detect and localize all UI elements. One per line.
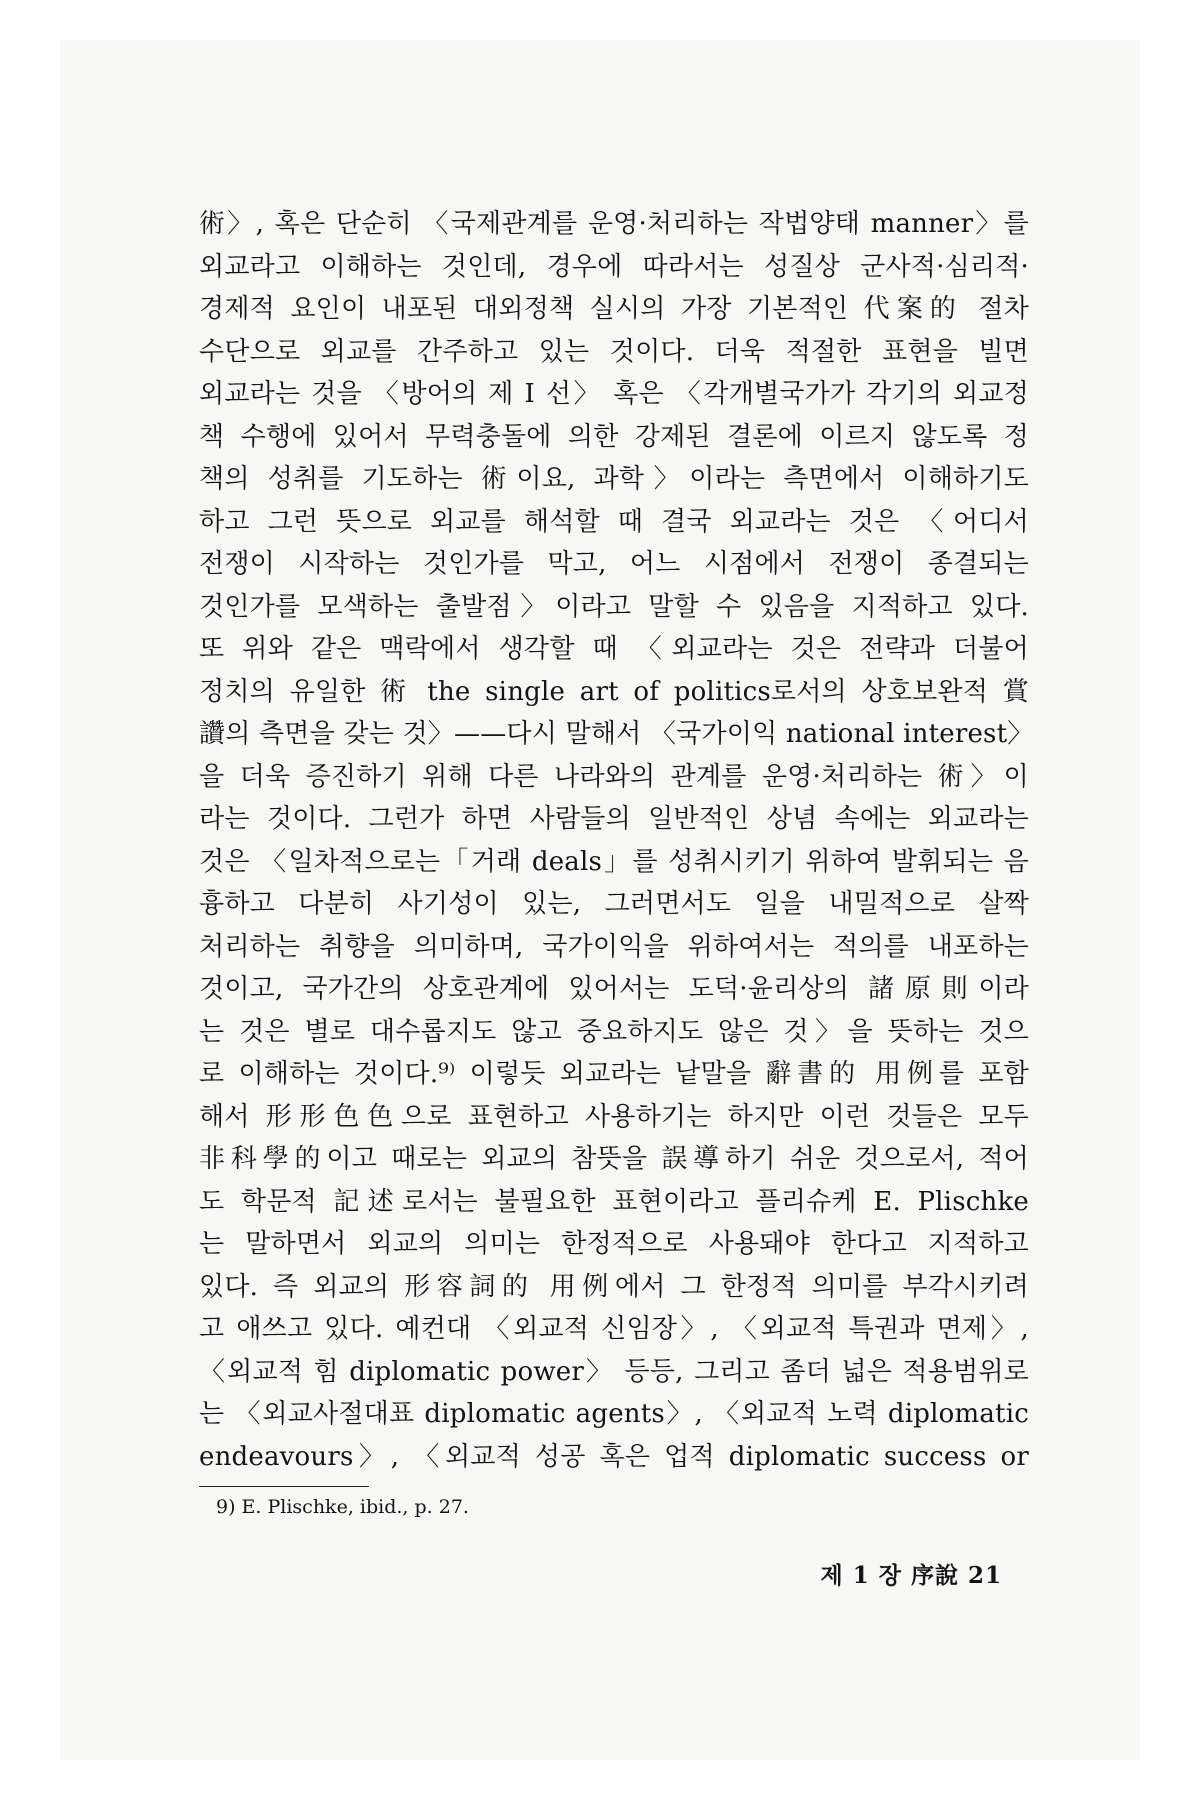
text-line: 라는 것이다. 그런가 하면 사람들의 일반적인 상념 속에는 외교라는: [199, 804, 1029, 834]
text-line: 책의 성취를 기도하는 術이요, 과학〉이라는 측면에서 이해하기도: [199, 464, 1029, 494]
text-line: 로 이해하는 것이다.⁹⁾ 이렇듯 외교라는 낱말을 辭書的 用例를 포함: [199, 1059, 1029, 1089]
text-line: 는 〈외교사절대표 diplomatic agents〉, 〈외교적 노력 diplomatic: [199, 1399, 1029, 1429]
text-line: 처리하는 취향을 의미하며, 국가이익을 위하여서는 적의를 내포하는: [199, 931, 1029, 962]
text-line: 하고 그런 뜻으로 외교를 해석할 때 결국 외교라는 것은 〈어디서: [199, 506, 1029, 537]
text-line: 도 학문적 記述로서는 불필요한 표현이라고 플리슈케 E. Plischke: [199, 1186, 1029, 1217]
text-line: 〈외교적 힘 diplomatic power〉 등등, 그리고 좀더 넓은 적용범위로: [199, 1356, 1029, 1387]
text-line: 있다. 즉 외교의 形容詞的 用例에서 그 한정적 의미를 부각시키려: [199, 1271, 1029, 1302]
text-line: 것인가를 모색하는 출발점〉이라고 말할 수 있음을 지적하고 있다.: [199, 591, 1029, 622]
text-line: 책 수행에 있어서 무력충돌에 의한 강제된 결론에 이르지 않도록 정: [199, 421, 1029, 452]
text-line: 외교라고 이해하는 것인데, 경우에 따라서는 성질상 군사적·심리적·: [199, 251, 1029, 282]
text-line: 非科學的이고 때로는 외교의 참뜻을 誤導하기 쉬운 것으로서, 적어: [199, 1144, 1029, 1174]
running-footer: 제 1 장 序說 21: [820, 1562, 1002, 1589]
text-line: 을 더욱 증진하기 위해 다른 나라와의 관계를 운영·처리하는 術〉이: [199, 761, 1029, 792]
text-line: 것은 〈일차적으로는「거래 deals」를 성취시키기 위하여 발휘되는 음: [199, 846, 1029, 877]
text-line: 전쟁이 시작하는 것인가를 막고, 어느 시점에서 전쟁이 종결되는: [199, 549, 1029, 579]
text-line: endeavours〉, 〈외교적 성공 혹은 업적 diplomatic success or: [199, 1441, 1029, 1472]
text-line: 경제적 요인이 내포된 대외정책 실시의 가장 기본적인 代案的 절차: [199, 294, 1029, 324]
text-line: 외교라는 것을 〈방어의 제 I 선〉 혹은 〈각개별국가가 각기의 외교정: [199, 379, 1029, 409]
text-line: 는 말하면서 외교의 의미는 한정적으로 사용돼야 한다고 지적하고: [199, 1229, 1029, 1259]
footnote: 9) E. Plischke, ibid., p. 27.: [216, 1496, 469, 1518]
text-line: 는 것은 별로 대수롭지도 않고 중요하지도 않은 것〉을 뜻하는 것으: [199, 1016, 1029, 1047]
text-line: 것이고, 국가간의 상호관계에 있어서는 도덕·윤리상의 諸原則이라: [199, 974, 1029, 1004]
text-line: 術〉, 혹은 단순히 〈국제관계를 운영·처리하는 작법양태 manner〉를: [199, 209, 1029, 239]
text-line: 해서 形形色色으로 표현하고 사용하기는 하지만 이런 것들은 모두: [199, 1101, 1029, 1132]
text-line: 또 위와 같은 맥락에서 생각할 때 〈외교라는 것은 전략과 더불어: [199, 634, 1029, 664]
text-line: 고 애쓰고 있다. 예컨대 〈외교적 신임장〉, 〈외교적 특권과 면제〉,: [199, 1314, 1029, 1344]
text-line: 수단으로 외교를 간주하고 있는 것이다. 더욱 적절한 표현을 빌면: [199, 336, 1029, 367]
text-line: 흉하고 다분히 사기성이 있는, 그러면서도 일을 내밀적으로 살짝: [199, 889, 1029, 919]
footnote-divider: [199, 1486, 369, 1487]
body-text: [199, 203, 1034, 1478]
text-line: 정치의 유일한 術 the single art of politics로서의 상호보완적 賞: [199, 676, 1029, 707]
text-line: 讚의 측면을 갖는 것〉——다시 말해서 〈국가이익 national interest〉: [199, 719, 1034, 749]
